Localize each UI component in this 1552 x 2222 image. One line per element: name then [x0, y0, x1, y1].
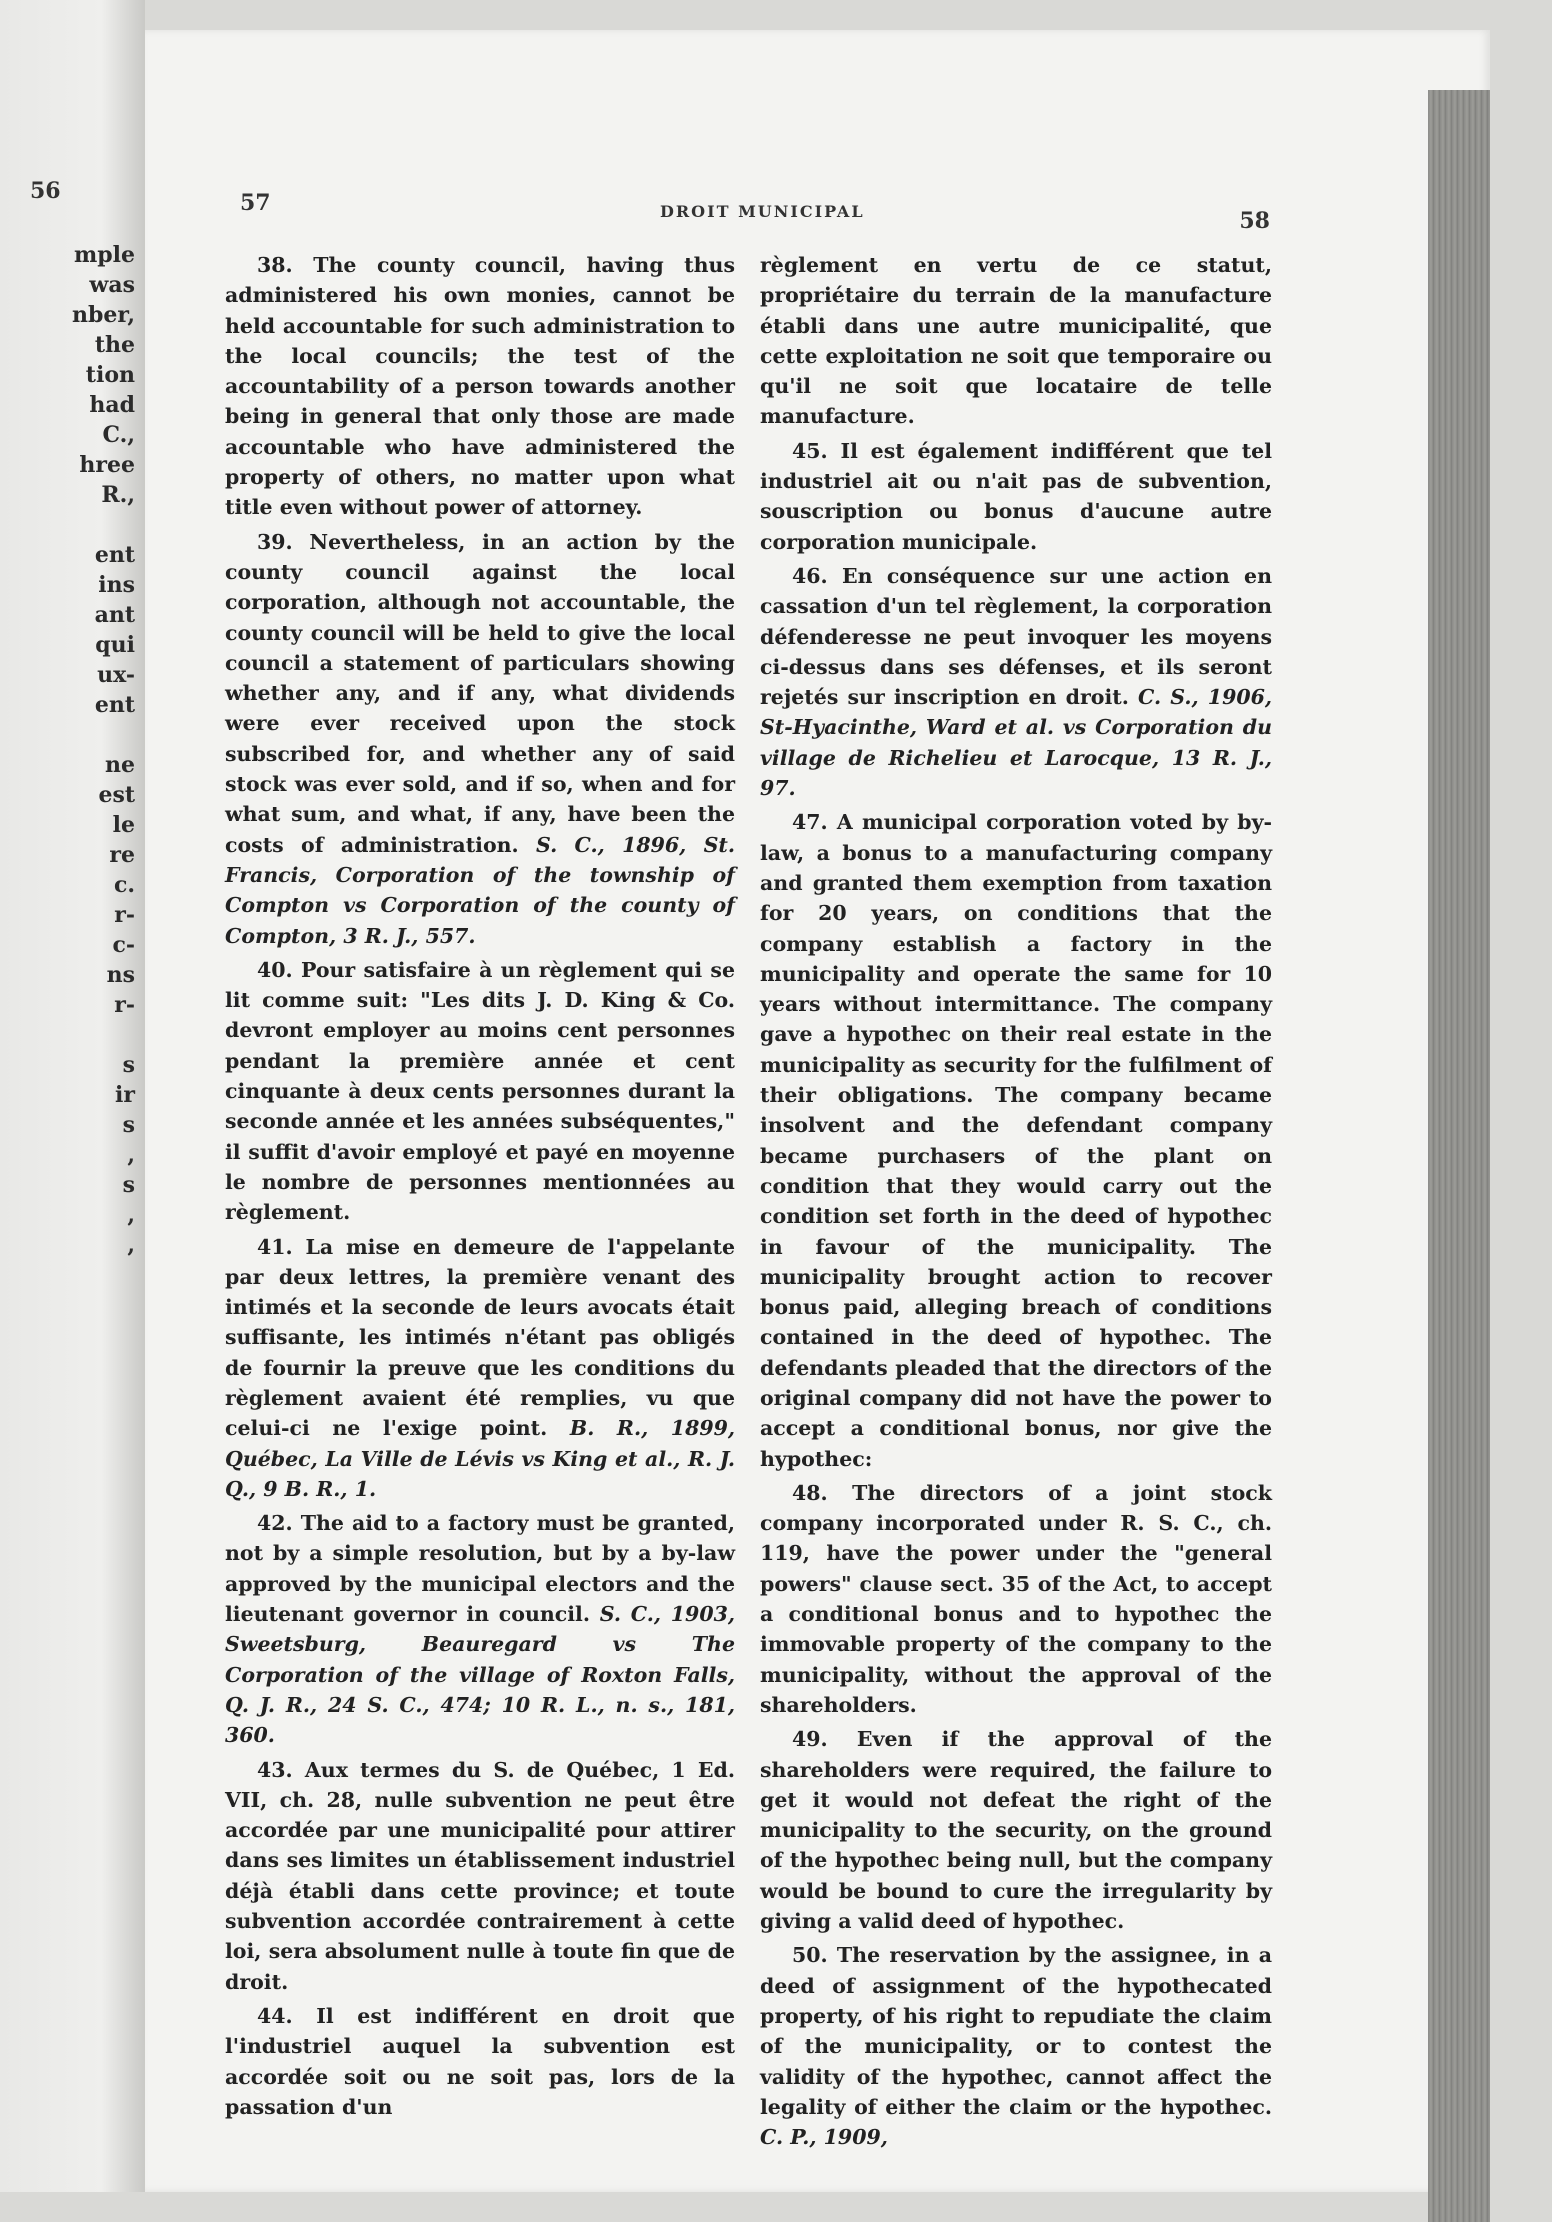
paragraph-text: La mise en demeure de l'appelante par deux lettres, la première venant des intimés et la seconde de leurs avocats était suffisante, les intimés n'étant pas obligés de fournir la preuve que les conditions du règlement avaient été remplies, vu que celui-ci ne l'exige point.: [225, 1234, 736, 1441]
previous-page-fragment: s: [122, 1052, 135, 1078]
previous-page-fragment: [72, 510, 135, 540]
paragraph: [225, 527, 735, 951]
paragraph-text: The directors of a joint stock company incorporated under R. S. C., ch. 119, have the power under the "general powers" clause sect. 35 of the Act, to accept a conditional bonus and to hypothec the immovable property of the company to the municipality, without the approval of the shareholders.: [760, 1480, 1272, 1717]
paragraph: [760, 807, 1272, 1474]
paragraph-number: 43.: [257, 1757, 293, 1782]
paragraph-number: 41.: [257, 1234, 293, 1259]
paragraph-text: règlement en vertu de ce statut, propriétaire du terrain de la manufacture établi dans une autre municipalité, que cette exploitation ne soit que temporaire ou qu'il ne soit que locataire de telle manufacture.: [760, 253, 1272, 429]
previous-page-fragment: mple: [73, 242, 135, 268]
paragraph-text: Il est également indifférent que tel industriel ait ou n'ait pas de subvention, souscription ou bonus d'aucune autre corporation municipale.: [760, 438, 1272, 554]
right-column: [760, 250, 1272, 2156]
paragraph: [225, 2001, 735, 2122]
previous-page-text-fragments: [72, 240, 135, 1260]
previous-page-fragment: the: [94, 332, 135, 358]
previous-page-fragment: est: [98, 782, 135, 808]
previous-page-fragment: had: [89, 392, 135, 418]
citation: S. C., 1896, St. Francis, Corporation of the township of Compton vs Corporation of the county of Compton, 3 R. J., 557.: [225, 832, 736, 948]
paragraph-number: 38.: [257, 253, 293, 277]
citation: B. R., 1899, Québec, La Ville de Lévis vs King et al., R. J. Q., 9 B. R., 1.: [225, 1416, 736, 1501]
paragraph-number: 45.: [792, 438, 828, 463]
previous-page-fragment: ,: [127, 1202, 135, 1228]
left-column: [225, 250, 735, 2126]
paragraph-number: 49.: [792, 1727, 828, 1752]
paragraph: [760, 561, 1272, 803]
paragraph-text: The county council, having thus administered his own monies, cannot be held accountable for such administration to the local councils; the test of the accountability of a person towards another being in general that only those are made accountable who have administered the property of others, no matter upon what title even without power of attorney.: [225, 253, 736, 520]
paragraph: [760, 436, 1272, 557]
page-header: [240, 190, 1270, 234]
paragraph-text: A municipal corporation voted by by-law, a bonus to a manufacturing company and granted them exemption from taxation for 20 years, on conditions that the company establish a factory in the municipality and operate the same for 10 years without intermittance. The company gave a hypothec on their real estate in the municipality as security for the fulfilment of their obligations. The company became insolvent and the defendant company became purchasers of the plant on condition that they would carry out the condition set forth in the deed of hypothec in favour of the municipality. The municipality brought action to recover bonus paid, alleging breach of conditions contained in the deed of hypothec. The defendants pleaded that the directors of the original company did not have the power to accept a conditional bonus, nor give the hypothec:: [760, 810, 1272, 1471]
paragraph-text: En conséquence sur une action en cassation d'un tel règlement, la corporation défenderesse ne peut invoquer les moyens ci-dessus dans ses défenses, et ils seront rejetés sur inscription en droit.: [760, 563, 1273, 710]
paragraph-text: The reservation by the assignee, in a deed of assignment of the hypothecated property, of his right to repudiate the claim of the municipality, or to contest the validity of the hypothec, cannot affect the legality of either the claim or the hypothec.: [760, 1943, 1272, 2119]
page-number-left: 57: [240, 190, 271, 216]
previous-page-fragment: r-: [114, 902, 135, 928]
book-page-edges: [1428, 90, 1490, 2222]
previous-page-fragment: [72, 1020, 135, 1050]
paragraph: [225, 1508, 735, 1750]
previous-page-fragment: s: [122, 1172, 135, 1198]
previous-page-fragment: le: [112, 812, 135, 838]
previous-page-fragment: c-: [112, 932, 135, 958]
previous-page-fragment: ne: [105, 752, 135, 778]
previous-page-fragment: s: [122, 1112, 135, 1138]
previous-page-fragment: r-: [114, 992, 135, 1018]
paragraph-text: Pour satisfaire à un règlement qui se lit comme suit: "Les dits J. D. King & Co. devront employer au moins cent personnes pendant la première année et cent cinquante à deux cents personnes durant la seconde année et les années subséquentes," il suffit d'avoir employé et payé en moyenne le nombre de personnes mentionnées au règlement.: [225, 957, 735, 1225]
previous-page-fragment: ,: [127, 1232, 135, 1258]
paragraph-number: 48.: [792, 1480, 828, 1505]
previous-page-fragment: C.,: [102, 422, 135, 448]
paragraph-number: 50.: [792, 1943, 828, 1968]
paragraph-number: 44.: [257, 2003, 293, 2028]
paragraph: [760, 1478, 1272, 1720]
previous-page-fragment: hree: [79, 452, 135, 478]
previous-page-fragment: ir: [115, 1082, 135, 1108]
previous-page-edge: [0, 0, 145, 2192]
paragraph-text: Aux termes du S. de Québec, 1 Ed. VII, ch. 28, nulle subvention ne peut être accordée par une municipalité pour attirer dans ses limites un établissement industriel déjà établi dans cette province; et toute subvention accordée contrairement à cette loi, sera absolument nulle à toute fin que de droit.: [225, 1757, 735, 1994]
previous-page-fragment: ent: [94, 692, 135, 718]
previous-page-fragment: ent: [94, 542, 135, 568]
page-number-right: 58: [1239, 208, 1270, 234]
paragraph: [760, 250, 1272, 432]
paragraph: [760, 1724, 1272, 1936]
previous-page-fragment: ns: [106, 962, 135, 988]
previous-page-fragment: ,: [127, 1142, 135, 1168]
previous-page-fragment: ins: [98, 572, 135, 598]
paragraph: [760, 1940, 1272, 2152]
paragraph-text: The aid to a factory must be granted, not by a simple resolution, but by a by-law approved by the municipal electors and the lieutenant governor in council.: [225, 1511, 736, 1627]
paragraph: [225, 955, 735, 1228]
paragraph-number: 47.: [792, 810, 828, 835]
previous-page-fragment: ant: [94, 602, 135, 628]
previous-page-fragment: qui: [95, 632, 135, 658]
paragraph: [225, 250, 735, 523]
paragraph-number: 39.: [257, 529, 293, 554]
paragraph-number: 42.: [257, 1511, 293, 1536]
previous-page-fragment: re: [109, 842, 135, 868]
citation: S. C., 1903, Sweetsburg, Beauregard vs The Corporation of the village of Roxton Falls, Q. J. R., 24 S. C., 474; 10 R. L., n. s., 181, 360.: [225, 1602, 735, 1748]
paragraph-text: Even if the approval of the shareholders were required, the failure to get it would not defeat the right of the municipality to the security, on the ground of the hypothec being null, but the company would be bound to cure the irregularity by giving a valid deed of hypothec.: [760, 1727, 1272, 1934]
previous-page-fragment: [72, 720, 135, 750]
running-title: DROIT MUNICIPAL: [660, 202, 865, 221]
previous-page-fragment: tion: [85, 362, 135, 388]
previous-page-fragment: nber,: [71, 302, 135, 328]
previous-page-fragment: R.,: [101, 482, 135, 508]
paragraph: [225, 1232, 735, 1505]
citation: C. S., 1906, St-Hyacinthe, Ward et al. vs Corporation du village de Richelieu et Larocque, 13 R. J., 97.: [760, 685, 1272, 801]
paragraph-text: Nevertheless, in an action by the county council against the local corporation, although not accountable, the county council will be held to give the local council a statement of particulars showing whether any, and if any, what dividends were ever received upon the stock subscribed for, and whether any of said stock was ever sold, and if so, when and for what sum, and what, if any, have been the costs of administration.: [225, 529, 735, 857]
previous-page-fragment: was: [89, 272, 135, 298]
citation: C. P., 1909,: [760, 2125, 888, 2150]
previous-page-fragment: c.: [113, 872, 135, 898]
paragraph-number: 46.: [792, 563, 828, 588]
previous-page-number: 56: [30, 178, 61, 204]
paragraph: [225, 1755, 735, 1997]
paragraph-text: Il est indifférent en droit que l'industriel auquel la subvention est accordée soit ou ne soit pas, lors de la passation d'un: [225, 2003, 736, 2119]
paragraph-number: 40.: [257, 957, 293, 982]
previous-page-fragment: ux-: [97, 662, 135, 688]
